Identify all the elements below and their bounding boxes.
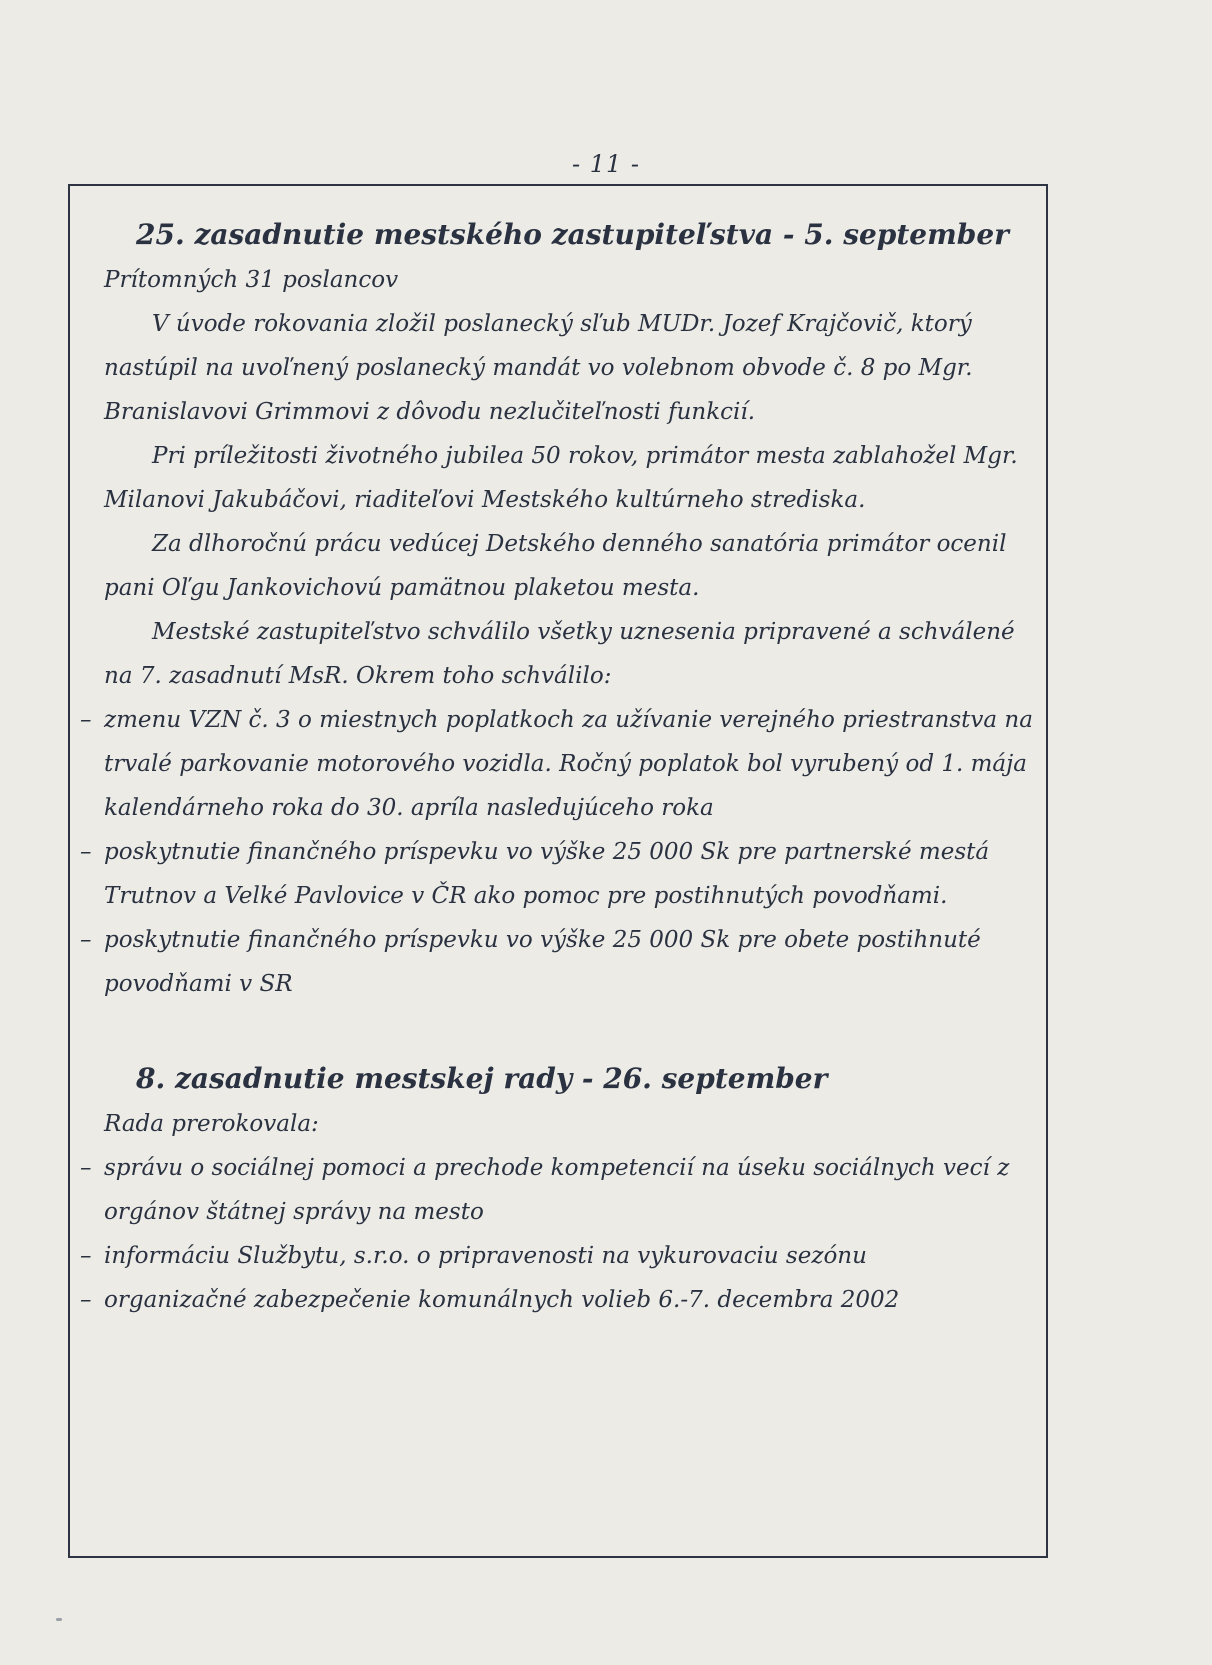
- list-item: – zmenu VZN č. 3 o miestnych poplatkoch za užívanie verejného priestranstva na trvalé parkovanie motorového vozidla. Ročný poplatok bol vyrubený od 1. mája kalendárneho roka do 30. apríla nasledujúceho roka: [82, 698, 1044, 830]
- council-session-section: [104, 212, 1044, 1006]
- paragraph: Pri príležitosti životného jubilea 50 rokov, primátor mesta zablahožel Mgr. Milanovi Jakubáčovi, riaditeľovi Mestského kultúrneho strediska.: [104, 443, 1018, 513]
- list-item: – správu o sociálnej pomoci a prechode kompetencií na úseku sociálnych vecí z orgánov štátnej správy na mesto: [82, 1146, 1044, 1234]
- approved-items-list: [104, 698, 1044, 1006]
- paragraph: Mestské zastupiteľstvo schválilo všetky uznesenia pripravené a schválené na 7. zasadnutí MsR. Okrem toho schválilo:: [104, 619, 1015, 689]
- handwritten-content: [104, 212, 1044, 1358]
- list-item: – organizačné zabezpečenie komunálnych volieb 6.-7. decembra 2002: [82, 1278, 1044, 1322]
- city-board-section: [104, 1056, 1044, 1322]
- list-item: – poskytnutie finančného príspevku vo výške 25 000 Sk pre obete postihnuté povodňami v SR: [82, 918, 1044, 1006]
- council-session-heading: 25. zasadnutie mestského zastupiteľstva - 5. september: [136, 218, 1009, 251]
- page-number: - 11 -: [571, 150, 640, 178]
- board-intro-line: Rada prerokovala:: [104, 1111, 319, 1137]
- paragraph: V úvode rokovania zložil poslanecký sľub MUDr. Jozef Krajčovič, ktorý nastúpil na uvoľnený poslanecký mandát vo volebnom obvode č. 8 po Mgr. Branislavovi Grimmovi z dôvodu nezlučiteľnosti funkcií.: [104, 311, 973, 425]
- ink-mark: [56, 1618, 62, 1621]
- paragraph: Za dlhoročnú prácu vedúcej Detského denného sanatória primátor ocenil pani Oľgu Jankovichovú pamätnou plaketou mesta.: [104, 531, 1007, 601]
- list-item: – informáciu Službytu, s.r.o. o pripravenosti na vykurovaciu sezónu: [82, 1234, 1044, 1278]
- city-board-heading: 8. zasadnutie mestskej rady - 26. september: [136, 1062, 828, 1095]
- attendance-line: Prítomných 31 poslancov: [104, 267, 399, 293]
- list-item: – poskytnutie finančného príspevku vo výške 25 000 Sk pre partnerské mestá Trutnov a Velké Pavlovice v ČR ako pomoc pre postihnutých povodňami.: [82, 830, 1044, 918]
- discussed-items-list: [104, 1146, 1044, 1322]
